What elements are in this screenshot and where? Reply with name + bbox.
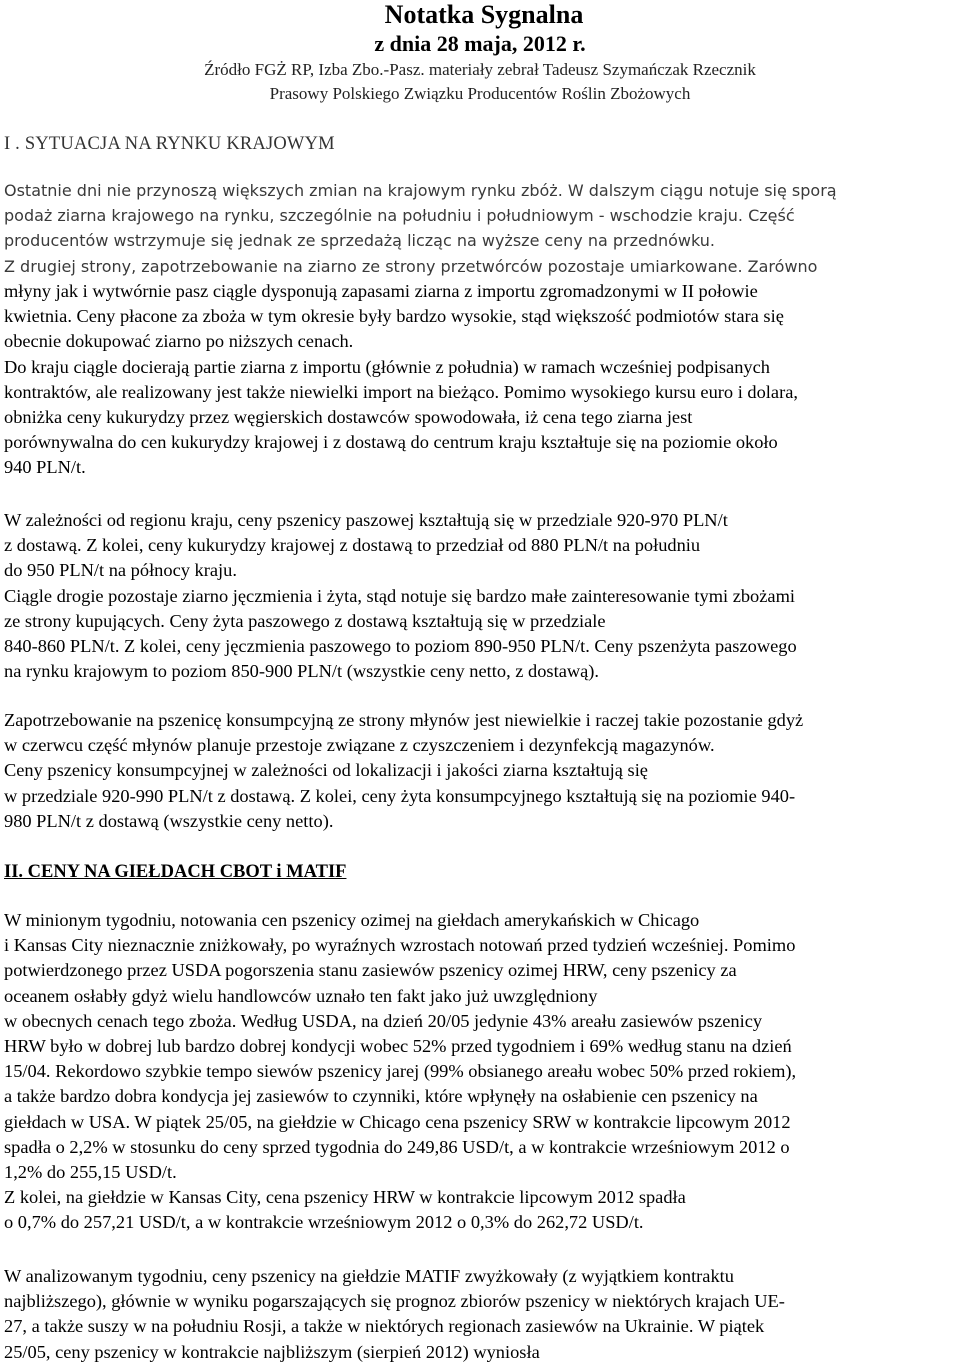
text-line: w obecnych cenach tego zboża. Według USDA, na dzień 20/05 jedynie 43% areału zasiewów pszenicy — [4, 1010, 763, 1031]
text-line: obniżka ceny kukurydzy przez węgierskich dostawców spowodowała, iż cena tego ziarna jest — [4, 406, 693, 427]
text-line: Ceny pszenicy konsumpcyjnej w zależności od lokalizacji i jakości ziarna kształtują się — [4, 760, 648, 781]
document-date: z dnia 28 maja, 2012 r. — [374, 31, 586, 56]
section1-paragraph-3 — [4, 708, 956, 834]
text-line: producentów wstrzymuje się jednak ze sprzedażą licząc na wyższe ceny na przednówku. — [4, 231, 716, 251]
text-line: młyny jak i wytwórnie pasz ciągle dysponują zapasami ziarna z importu zgromadzonymi w II połowie — [4, 281, 758, 301]
text-line: 980 PLN/t z dostawą (wszystkie ceny netto). — [4, 810, 334, 831]
text-line: W minionym tygodniu, notowania cen pszenicy ozimej na giełdach amerykańskich w Chicago — [4, 910, 700, 930]
text-line: HRW było w dobrej lub bardzo dobrej kondycji wobec 52% przed tygodniem i 69% według stanu na dzień — [4, 1035, 792, 1056]
text-line: z dostawą. Z kolei, ceny kukurydzy krajowej z dostawą to przedział od 880 PLN/t na południu — [4, 535, 701, 556]
text-line: 27, a także suszy w na południu Rosji, a także w niektórych regionach zasiewów na Ukrainie. W piątek — [4, 1316, 765, 1337]
text-line: giełdach w USA. W piątek 25/05, na giełdzie w Chicago cena pszenicy SRW w kontrakcie lipcowym 2012 — [4, 1111, 791, 1132]
text-line: obecnie dokupować ziarno po niższych cenach. — [4, 331, 354, 352]
text-line: kontraktów, ale realizowany jest także niewielki import na bieżąco. Pomimo wysokiego kursu euro i dolara, — [4, 381, 798, 402]
section2-paragraph-1 — [4, 908, 956, 1235]
document-source — [0, 58, 960, 106]
source-line: Źródło FGŻ RP, Izba Zbo.-Pasz. materiały zebrał Tadeusz Szymańczak Rzecznik — [204, 60, 756, 79]
text-line: do 950 PLN/t na północy kraju. — [4, 560, 237, 581]
text-line: podaż ziarna krajowego na rynku, szczególnie na południu i południowym - wschodzie kraju. Część — [4, 206, 795, 226]
text-line: a także bardzo dobra kondycja jej zasiewów to czynniki, które wpłynęły na osłabienie cen pszenicy na — [4, 1086, 758, 1107]
text-line: 15/04. Rekordowo szybkie tempo siewów pszenicy jarej (99% obsianego areału wobec 50% przed rokiem), — [4, 1061, 797, 1082]
text-line: oceanem osłabły gdyż wielu handlowców uznało ten fakt jako już uwzględniony — [4, 985, 598, 1006]
text-line: 25/05, ceny pszenicy w kontrakcie najbliższym (sierpień 2012) wyniosła — [4, 1341, 540, 1362]
text-line: na rynku krajowym to poziom 850-900 PLN/t (wszystkie ceny netto, z dostawą). — [4, 661, 600, 682]
section1-paragraph-2 — [4, 508, 956, 684]
text-line: porównywalna do cen kukurydzy krajowej i z dostawą do centrum kraju kształtuje się na poziomie około — [4, 432, 778, 453]
text-line: 840-860 PLN/t. Z kolei, ceny jęczmienia paszowego to poziom 890-950 PLN/t. Ceny pszenżyta paszowego — [4, 635, 797, 656]
text-line: potwierdzonego przez USDA pogorszenia stanu zasiewów pszenicy ozimej HRW, ceny pszenicy za — [4, 960, 737, 981]
text-line: 940 PLN/t. — [4, 457, 86, 478]
text-line: ze strony kupujących. Ceny żyta paszowego z dostawą kształtują się w przedziale — [4, 610, 606, 631]
section-heading-domestic: I . SYTUACJA NA RYNKU KRAJOWYM — [4, 134, 335, 154]
section2-paragraph-2 — [4, 1264, 956, 1365]
text-line: Z drugiej strony, zapotrzebowanie na ziarno ze strony przetwórców pozostaje umiarkowane. Zarówno — [4, 256, 818, 276]
source-line: Prasowy Polskiego Związku Producentów Roślin Zbożowych — [269, 84, 691, 103]
document-title: Notatka Sygnalna — [384, 0, 584, 29]
text-line: 1,2% do 255,15 USD/t. — [4, 1161, 177, 1182]
text-line: Zapotrzebowanie na pszenicę konsumpcyjną ze strony młynów jest niewielkie i raczej takie pozostanie gdyż — [4, 710, 804, 730]
text-line: Ostatnie dni nie przynoszą większych zmian na krajowym rynku zbóż. W dalszym ciągu notuje się sporą — [4, 181, 837, 200]
section1-paragraph-1b — [4, 279, 956, 481]
text-line: najbliższego), głównie w wyniku pogarszających się prognoz zbiorów pszenicy w niektórych krajach UE- — [4, 1291, 785, 1312]
text-line: o 0,7% do 257,21 USD/t, a w kontrakcie wrześniowym 2012 o 0,3% do 262,72 USD/t. — [4, 1212, 644, 1233]
text-line: kwietnia. Ceny płacone za zboża w tym okresie były bardzo wysokie, stąd większość podmiotów stara się — [4, 306, 784, 327]
section-heading-exchanges: II. CENY NA GIEŁDACH CBOT i MATIF — [4, 862, 347, 882]
text-line: Z kolei, na giełdzie w Kansas City, cena pszenicy HRW w kontrakcie lipcowym 2012 spadła — [4, 1187, 686, 1208]
text-line: w czerwcu część młynów planuje przestoje związane z czyszczeniem i dezynfekcją magazynów. — [4, 735, 715, 756]
text-line: W analizowanym tygodniu, ceny pszenicy na giełdzie MATIF zwyżkowały (z wyjątkiem kontraktu — [4, 1266, 734, 1286]
text-line: i Kansas City nieznacznie zniżkowały, po wyraźnych wzrostach notowań przed tydzień wcześniej. Pomimo — [4, 935, 796, 956]
section1-paragraph-1 — [4, 178, 956, 279]
text-line: spadła o 2,2% w stosunku do ceny sprzed tygodnia do 249,86 USD/t, a w kontrakcie wrześniowym 2012 o — [4, 1136, 790, 1157]
text-line: w przedziale 920-990 PLN/t z dostawą. Z kolei, ceny żyta konsumpcyjnego kształtują się na poziomie 940- — [4, 785, 796, 806]
text-line: Do kraju ciągle docierają partie ziarna z importu (głównie z południa) w ramach wcześniej podpisanych — [4, 356, 770, 377]
text-line: W zależności od regionu kraju, ceny pszenicy paszowej kształtują się w przedziale 920-970 PLN/t — [4, 510, 728, 530]
text-line: Ciągle drogie pozostaje ziarno jęczmienia i żyta, stąd notuje się bardzo małe zainteresowanie tymi zbożami — [4, 585, 795, 606]
